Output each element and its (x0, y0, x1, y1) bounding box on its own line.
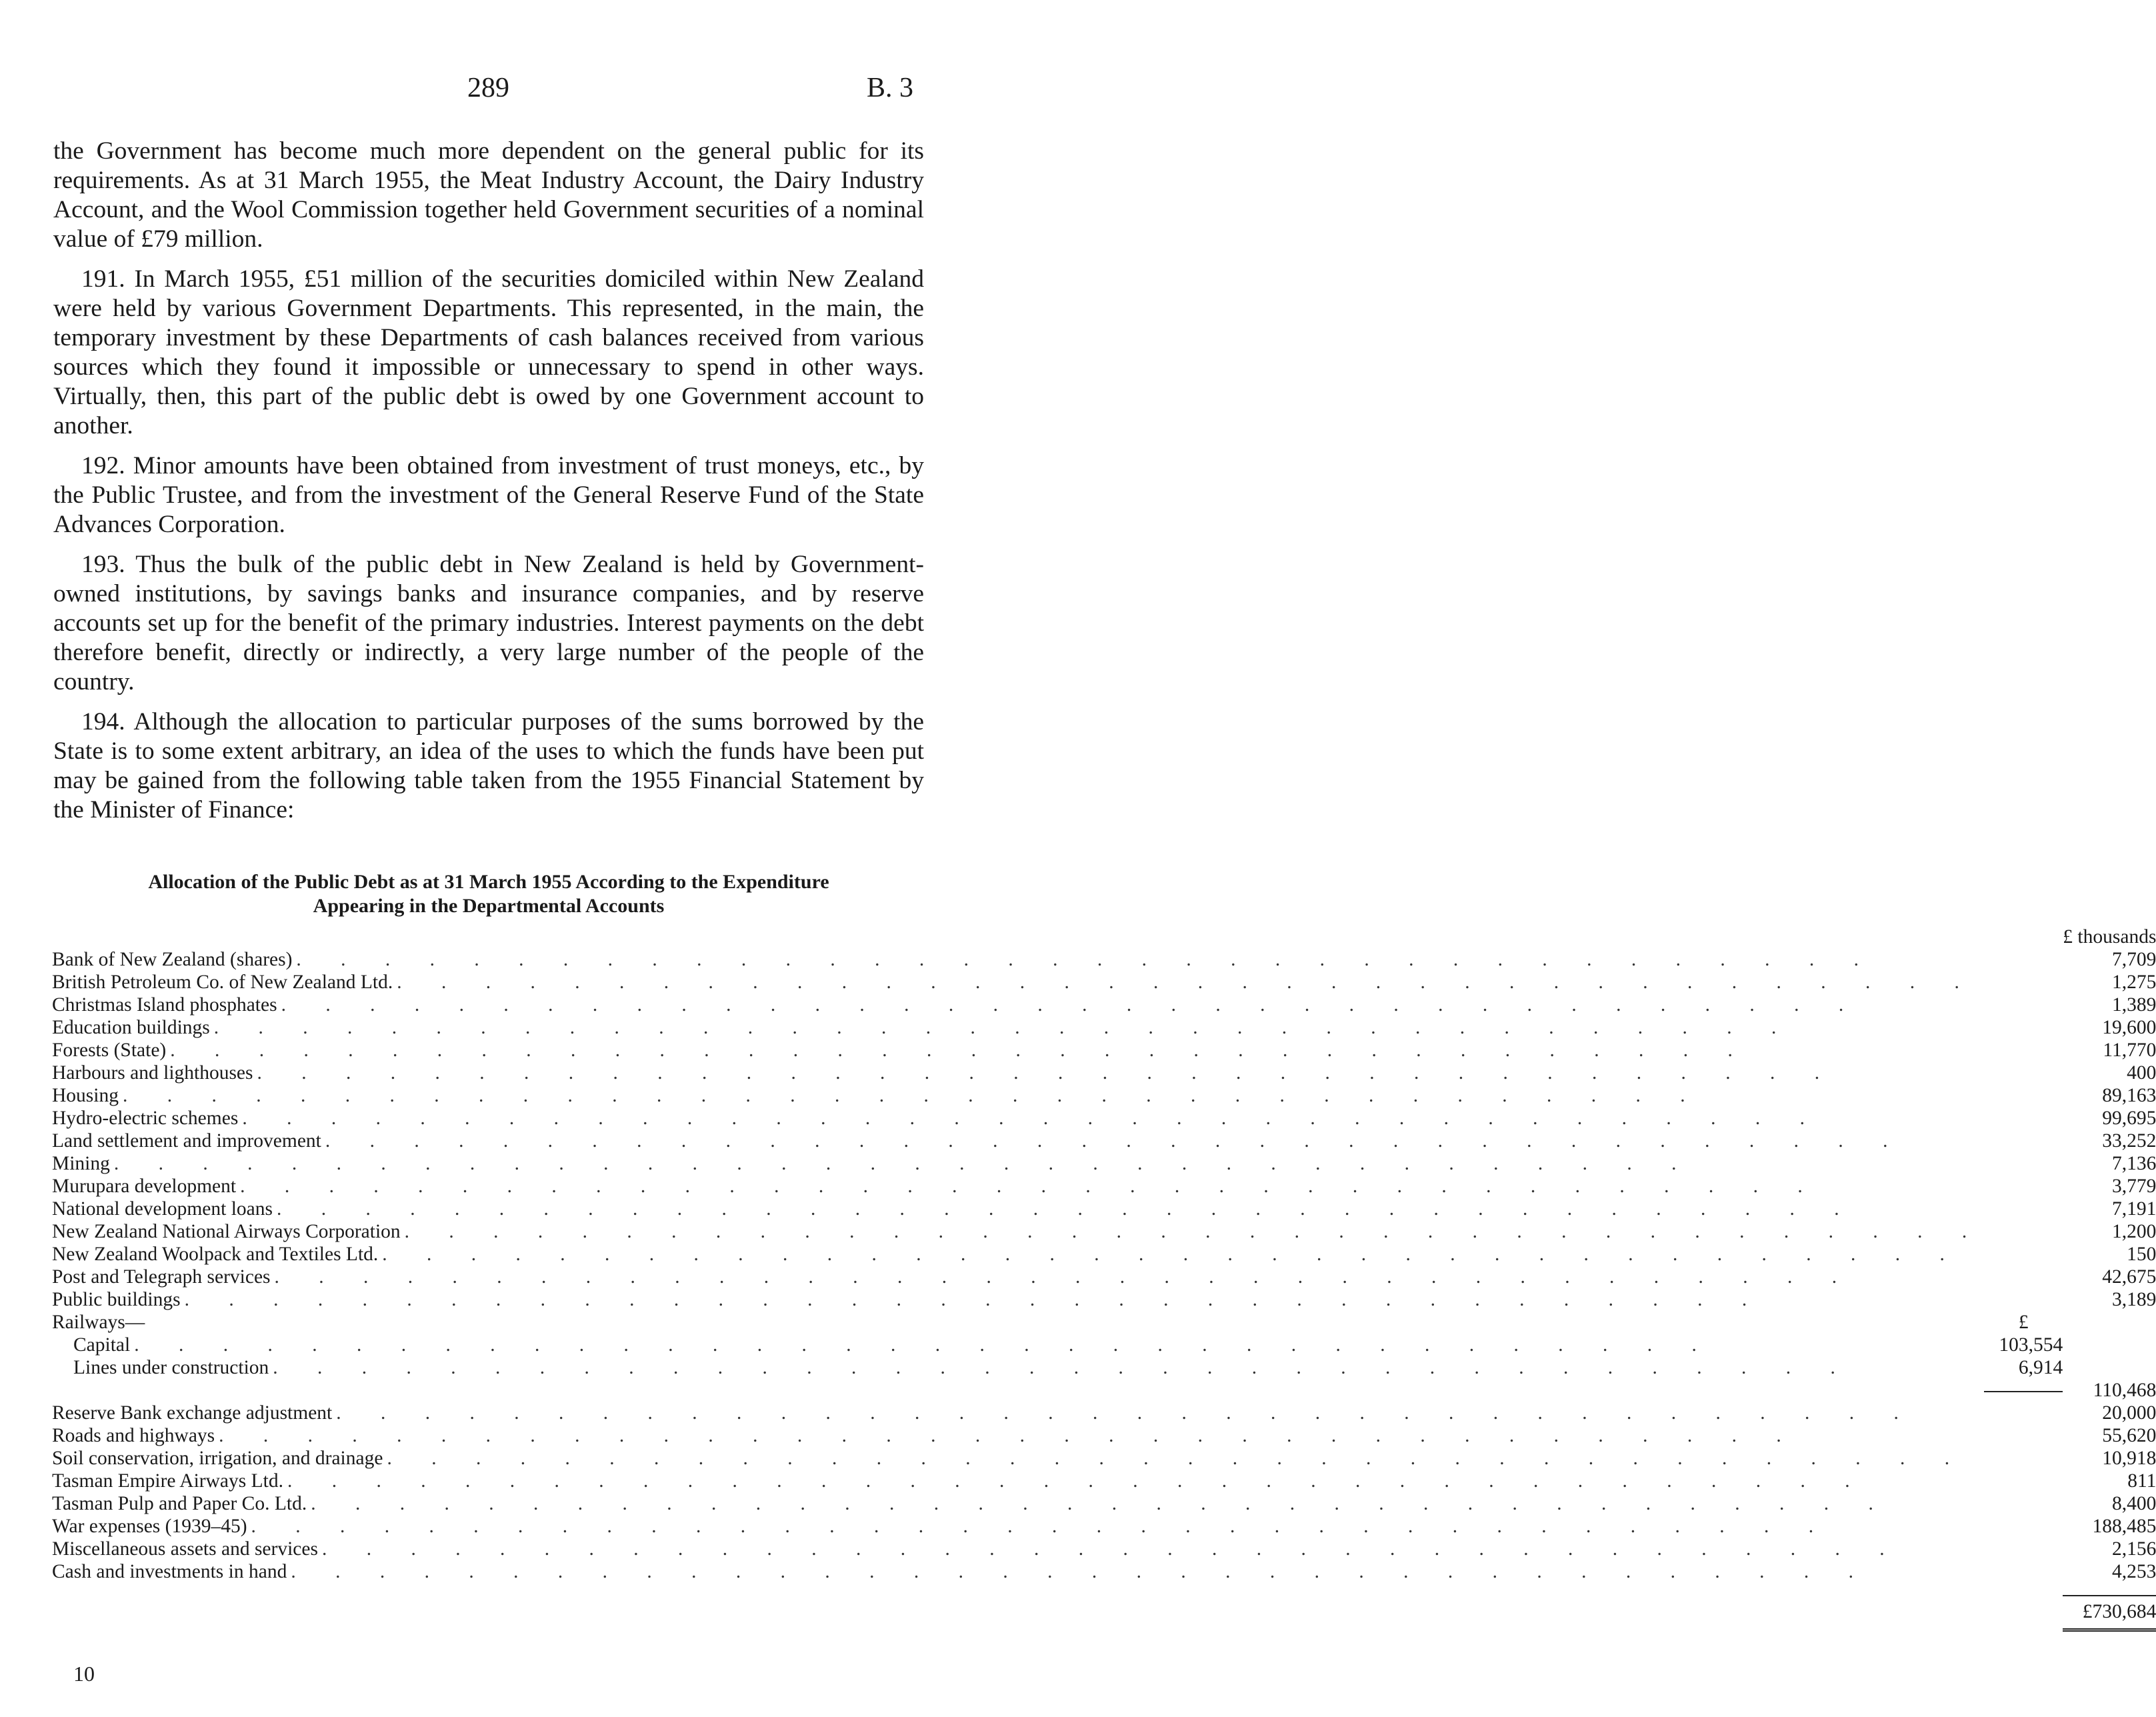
row-label: Forests (State) (52, 1040, 170, 1061)
leader-dots: . . . . . . . . . . . . . . . . . . . . . . . . . . . . . . . . . . . . (170, 1040, 1750, 1061)
row-label: Roads and highways (52, 1425, 219, 1446)
row-value: 7,191 (2112, 1198, 2156, 1220)
row-value: 99,695 (2102, 1108, 2156, 1129)
railways-capital-label: Capital (52, 1334, 134, 1356)
row-label: Cash and investments in hand (52, 1561, 291, 1582)
leader-dots: . . . . . . . . . . . . . . . . . . . . . . . . . . . . . . . . . . . . (134, 1334, 1714, 1356)
table-row (52, 1016, 2156, 1039)
table-row (52, 1538, 2156, 1560)
row-value: 89,163 (2102, 1085, 2156, 1106)
railways-group (52, 1311, 2156, 1402)
table-title-line-2: Appearing in the Departmental Accounts (313, 895, 665, 917)
table-row (52, 948, 2156, 971)
table-row (52, 1334, 2156, 1356)
row-label: New Zealand National Airways Corporation (52, 1221, 405, 1242)
table-row (52, 1152, 2156, 1175)
row-label: Reserve Bank exchange adjustment (52, 1402, 336, 1424)
leader-dots: . . . . . . . . . . . . . . . . . . . . . . . . . . . . . . . . . . . . (113, 1153, 1694, 1174)
row-label: Harbours and lighthouses (52, 1062, 257, 1084)
leader-dots: . . . . . . . . . . . . . . . . . . . . . . . . . . . . . . . . . . . . (404, 1221, 1985, 1242)
unit-header-row (52, 926, 2156, 948)
leader-dots: . . . . . . . . . . . . . . . . . . . . . . . . . . . . . . . . . . . . (219, 1425, 1799, 1446)
railways-label: Railways— (52, 1312, 149, 1333)
total-row (52, 1583, 2156, 1632)
row-value: 8,400 (2112, 1493, 2156, 1514)
row-label: Bank of New Zealand (shares) (52, 949, 296, 970)
table-row (52, 1379, 2156, 1402)
paragraph-192: 192. Minor amounts have been obtained from investment of trust moneys, etc., by the Public Trustee, and from the investment of the General Reserve Fund of the State Advances Corporation. (53, 452, 924, 538)
row-label: War expenses (1939–45) (52, 1516, 251, 1537)
table-row (52, 1175, 2156, 1198)
leader-dots: . . . . . . . . . . . . . . . . . . . . . . . . . . . . . . . . . . . . (122, 1085, 1703, 1106)
leader-dots: . . . . . . . . . . . . . . . . . . . . . . . . . . . . . . . . . . . . (273, 1357, 1853, 1378)
row-label: Public buildings (52, 1289, 185, 1310)
grand-total: £730,684 (2063, 1595, 2156, 1632)
paragraph-continuation: the Government has become much more dependent on the general public for its requirements. As at 31 March 1955, the Meat Industry Account, the Dairy Industry Account, and the Wool Commission together held Government securities of a nominal value of £79 million. (53, 137, 924, 253)
leader-dots: . . . . . . . . . . . . . . . . . . . . . . . . . . . . . . . . . . . . (213, 1017, 1794, 1038)
row-label: British Petroleum Co. of New Zealand Ltd. (52, 972, 397, 993)
row-label: Soil conservation, irrigation, and drainage (52, 1448, 387, 1469)
row-value: 400 (2127, 1062, 2156, 1084)
railways-capital-value: 103,554 (1999, 1334, 2063, 1356)
table-row (52, 1492, 2156, 1515)
leader-dots: . . . . . . . . . . . . . . . . . . . . . . . . . . . . . . . . . . . . (296, 949, 1877, 970)
paragraph-191: 191. In March 1955, £51 million of the securities domiciled within New Zealand were held by various Government Departments. This represented, in the main, the temporary investment by these Departments of cash balances received from various sources which they found it impossible or unnecessary to spend in other ways. Virtually, then, this part of the public debt is owed by one Government account to another. (53, 265, 924, 439)
leader-dots: . . . . . . . . . . . . . . . . . . . . . . . . . . . . . . . . . . . . (242, 1108, 1822, 1129)
leader-dots: . . . . . . . . . . . . . . . . . . . . . . . . . . . . . . . . . . . . (325, 1130, 1905, 1152)
row-label: Christmas Island phosphates (52, 994, 281, 1016)
table-row (52, 994, 2156, 1016)
table-row (52, 1198, 2156, 1220)
table-row (52, 1084, 2156, 1107)
leader-dots: . . . . . . . . . . . . . . . . . . . . . . . . . . . . . . . . . . . . (311, 1493, 1891, 1514)
table-rows-before (52, 948, 2156, 1311)
row-label: Tasman Pulp and Paper Co. Ltd. (52, 1493, 311, 1514)
row-label: Mining (52, 1153, 114, 1174)
railways-lines-label: Lines under construction (52, 1357, 273, 1378)
row-value: 4,253 (2112, 1561, 2156, 1582)
row-label: New Zealand Woolpack and Textiles Ltd. (52, 1244, 382, 1265)
row-label: Hydro-electric schemes (52, 1108, 242, 1129)
leader-dots: . . . . . . . . . . . . . . . . . . . . . . . . . . . . . . . . . . . . (397, 972, 1977, 993)
row-label: Post and Telegraph services (52, 1266, 275, 1288)
table-title-line-1: Allocation of the Public Debt as at 31 March 1955 According to the Expenditure (148, 871, 829, 893)
document-reference: B. 3 (867, 73, 914, 103)
table-row (52, 1220, 2156, 1243)
row-value: 1,275 (2112, 972, 2156, 993)
table-row (52, 1356, 2156, 1379)
table-row (52, 1062, 2156, 1084)
table-row (52, 1107, 2156, 1130)
paragraph-193: 193. Thus the bulk of the public debt in New Zealand is held by Government-owned institutions, by savings banks and insurance companies, and by reserve accounts set up for the benefit of the primary industries. Interest payments on the debt therefore benefit, directly or indirectly, a very large number of the people of the country. (53, 551, 924, 695)
leader-dots: . . . . . . . . . . . . . . . . . . . . . . . . . . . . . . . . . . . . (387, 1448, 1967, 1469)
row-value: 188,485 (2092, 1516, 2156, 1537)
railways-total: 110,468 (2093, 1380, 2156, 1401)
row-value: 55,620 (2102, 1425, 2156, 1446)
row-label: Tasman Empire Airways Ltd. (52, 1470, 287, 1492)
row-value: 3,779 (2112, 1176, 2156, 1197)
table-title (53, 870, 924, 918)
railways-lines-value: 6,914 (2018, 1357, 2063, 1378)
row-value: 811 (2127, 1470, 2156, 1492)
table-row (52, 1243, 2156, 1266)
table-row (52, 971, 2156, 994)
leader-dots: . . . . . . . . . . . . . . . . . . . . . . . . . . . . . . . . . . . . (240, 1176, 1820, 1197)
row-value: 7,136 (2112, 1153, 2156, 1174)
row-value: 33,252 (2102, 1130, 2156, 1152)
row-value: 1,389 (2112, 994, 2156, 1016)
row-value: 3,189 (2112, 1289, 2156, 1310)
table-row (52, 1560, 2156, 1583)
row-label: Murupara development (52, 1176, 240, 1197)
body-text (53, 137, 924, 835)
row-label: Miscellaneous assets and services (52, 1538, 322, 1560)
table-row (52, 1039, 2156, 1062)
row-value: 11,770 (2103, 1040, 2156, 1061)
leader-dots: . . . . . . . . . . . . . . . . . . . . . . . . . . . . . . . . . . . . (382, 1244, 1962, 1265)
row-value: 2,156 (2112, 1538, 2156, 1560)
leader-dots: . . . . . . . . . . . . . . . . . . . . . . . . . . . . . . . . . . . . (276, 1198, 1857, 1220)
row-value: 20,000 (2102, 1402, 2156, 1424)
railways-sub-unit: £ (2018, 1312, 2029, 1333)
table-row (52, 1515, 2156, 1538)
row-label: National development loans (52, 1198, 277, 1220)
subtotal-rule (1984, 1391, 2063, 1392)
leader-dots: . . . . . . . . . . . . . . . . . . . . . . . . . . . . . . . . . . . . (274, 1266, 1855, 1288)
footer-page-number: 10 (73, 1662, 95, 1686)
row-label: Land settlement and improvement (52, 1130, 325, 1152)
row-value: 42,675 (2102, 1266, 2156, 1288)
leader-dots: . . . . . . . . . . . . . . . . . . . . . . . . . . . . . . . . . . . . (287, 1470, 1867, 1492)
leader-dots: . . . . . . . . . . . . . . . . . . . . . . . . . . . . . . . . . . . . (184, 1289, 1765, 1310)
row-value: 7,709 (2112, 949, 2156, 970)
allocation-table (52, 926, 2156, 1632)
page-number: 289 (467, 73, 509, 103)
table-row (52, 1288, 2156, 1311)
table-row (52, 1424, 2156, 1447)
table-row (52, 1470, 2156, 1492)
row-label: Education buildings (52, 1017, 214, 1038)
table-row (52, 1311, 2156, 1334)
row-value: 10,918 (2102, 1448, 2156, 1469)
unit-header: £ thousands (2063, 926, 2156, 948)
leader-dots: . . . . . . . . . . . . . . . . . . . . . . . . . . . . . . . . . . . . (257, 1062, 1837, 1084)
row-value: 1,200 (2112, 1221, 2156, 1242)
table-row (52, 1402, 2156, 1424)
table-row (52, 1130, 2156, 1152)
leader-dots: . . . . . . . . . . . . . . . . . . . . . . . . . . . . . . . . . . . . (321, 1538, 1902, 1560)
leader-dots: . . . . . . . . . . . . . . . . . . . . . . . . . . . . . . . . . . . . (336, 1402, 1916, 1424)
paragraph-194: 194. Although the allocation to particular purposes of the sums borrowed by the State is to some extent arbitrary, an idea of the uses to which the funds have been put may be gained from the following table taken from the 1955 Financial Statement by the Minister of Finance: (53, 708, 924, 823)
table-row (52, 1447, 2156, 1470)
row-value: 150 (2127, 1244, 2156, 1265)
table-rows-after (52, 1402, 2156, 1583)
row-label: Housing (52, 1085, 123, 1106)
leader-dots: . . . . . . . . . . . . . . . . . . . . . . . . . . . . . . . . . . . . (291, 1561, 1871, 1582)
row-value: 19,600 (2102, 1017, 2156, 1038)
leader-dots: . . . . . . . . . . . . . . . . . . . . . . . . . . . . . . . . . . . . (281, 994, 1861, 1016)
table-row (52, 1266, 2156, 1288)
leader-dots: . . . . . . . . . . . . . . . . . . . . . . . . . . . . . . . . . . . . (251, 1516, 1831, 1537)
